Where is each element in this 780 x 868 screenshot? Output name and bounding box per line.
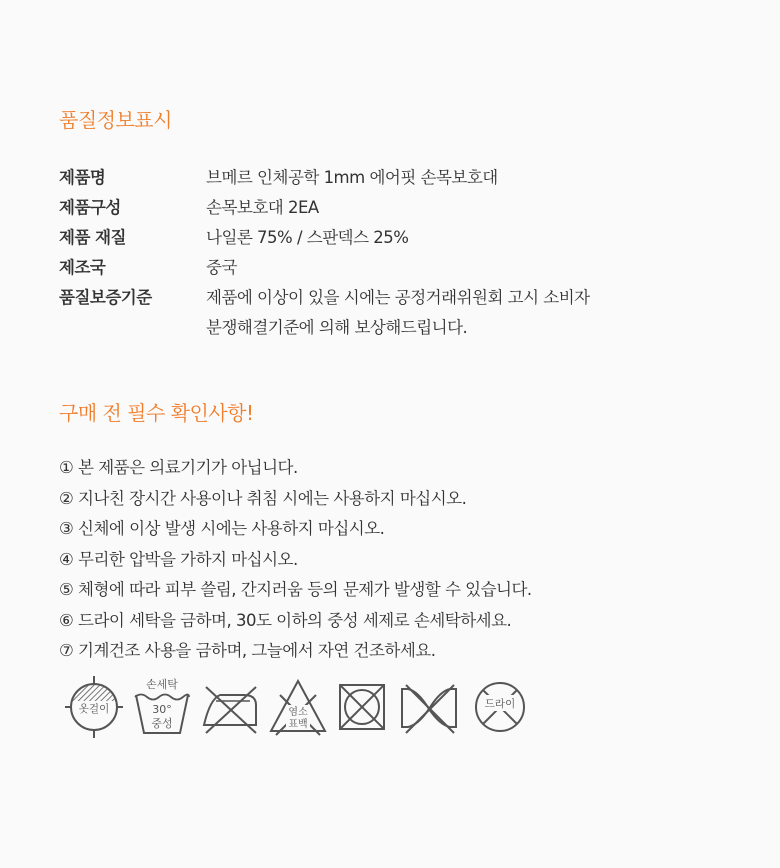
- quality-spec-table: [59, 163, 699, 343]
- spec-value-line: 분쟁해결기준에 의해 보상해드립니다.: [206, 318, 468, 337]
- spec-row-warranty: [59, 283, 699, 343]
- care-label-icons: [64, 675, 530, 739]
- wash-temp: 30°: [152, 703, 172, 716]
- spec-label: 제품구성: [59, 198, 121, 217]
- spec-label: 제품 재질: [59, 228, 127, 247]
- spec-label: 제품명: [59, 168, 106, 187]
- spec-label: 제조국: [59, 258, 106, 277]
- bleach-label-line1: 염소: [288, 707, 308, 718]
- hand-wash-icon: [132, 675, 192, 739]
- shade-dry-label: 옷걸이: [78, 703, 110, 715]
- no-wring-icon: [396, 675, 462, 739]
- spec-row-material: [59, 223, 699, 253]
- spec-value: [206, 283, 699, 343]
- spec-label: 품질보증기준: [59, 288, 152, 307]
- neutral-detergent-label: 중성: [151, 717, 173, 730]
- no-tumble-dry-icon: [336, 675, 388, 739]
- spec-row-origin: [59, 253, 699, 283]
- hand-wash-label: 손세탁: [146, 678, 178, 691]
- spec-row-product-name: [59, 163, 699, 193]
- notice-item: ④ 무리한 압박을 가하지 마십시오.: [59, 549, 298, 569]
- no-bleach-icon: [268, 675, 328, 739]
- notice-item: ① 본 제품은 의료기기가 아닙니다.: [59, 458, 298, 477]
- spec-value: 브메르 인체공학 1mm 에어핏 손목보호대: [206, 168, 498, 187]
- spec-value-line: 제품에 이상이 있을 시에는 공정거래위원회 고시 소비자: [206, 288, 590, 307]
- no-iron-icon: [200, 675, 260, 739]
- notice-list: [59, 453, 739, 667]
- notice-title: 구매 전 필수 확인사항!: [59, 401, 254, 425]
- shade-hang-dry-icon: [64, 675, 124, 739]
- notice-item: ⑥ 드라이 세탁을 금하며, 30도 이하의 중성 세제로 손세탁하세요.: [59, 610, 512, 630]
- spec-row-composition: [59, 193, 699, 223]
- bleach-label-line2: 표백: [288, 719, 308, 730]
- notice-item: ② 지나친 장시간 사용이나 취침 시에는 사용하지 마십시오.: [59, 488, 467, 508]
- spec-value: 중국: [206, 258, 237, 277]
- no-dry-clean-icon: [470, 675, 530, 739]
- quality-info-title: 품질정보표시: [59, 108, 172, 132]
- spec-value: 나일론 75% / 스판덱스 25%: [206, 228, 409, 247]
- notice-item: ③ 신체에 이상 발생 시에는 사용하지 마십시오.: [59, 519, 385, 538]
- dry-clean-label: 드라이: [484, 698, 516, 710]
- spec-value: 손목보호대 2EA: [206, 198, 319, 217]
- notice-item: ⑤ 체형에 따라 피부 쓸림, 간지러움 등의 문제가 발생할 수 있습니다.: [59, 580, 532, 599]
- notice-item: ⑦ 기계건조 사용을 금하며, 그늘에서 자연 건조하세요.: [59, 641, 436, 660]
